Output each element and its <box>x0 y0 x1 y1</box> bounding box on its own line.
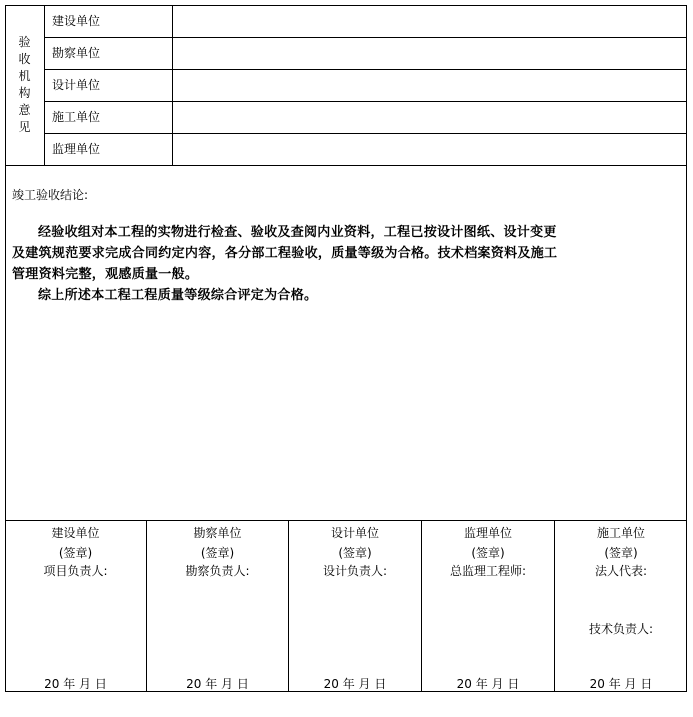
signature-unit: 监理单位 <box>463 526 512 540</box>
side-label-char: 构 <box>18 86 31 100</box>
signature-role: 勘察负责人: <box>185 564 250 578</box>
signature-role: 总监理工程师: <box>449 564 527 578</box>
signature-role: 法人代表: <box>594 564 648 578</box>
opinion-field-design[interactable] <box>178 69 678 101</box>
side-label-char: 收 <box>18 52 31 66</box>
signature-date: 20 年 月 日 <box>323 677 387 691</box>
signature-seal: (签章) <box>200 546 235 560</box>
signature-seal: (签章) <box>338 546 372 560</box>
opinion-unit-label: 监理单位 <box>52 142 101 156</box>
signature-date: 20 年 月 日 <box>456 677 520 691</box>
signature-unit: 建设单位 <box>51 526 100 540</box>
signature-role: 项目负责人: <box>43 564 108 578</box>
side-label-char: 验 <box>18 35 31 49</box>
conclusion-paragraph-line: 经验收组对本工程的实物进行检查、验收及查阅内业资料，工程已按设计图纸、设计变更 <box>38 225 557 240</box>
conclusion-paragraph-line: 及建筑规范要求完成合同约定内容，各分部工程验收，质量等级为合格。技术档案资料及施工 <box>12 246 558 261</box>
acceptance-opinion-side-label <box>5 5 44 165</box>
opinion-field-contractor[interactable] <box>178 101 678 133</box>
signature-unit: 施工单位 <box>596 526 645 540</box>
divider <box>44 5 45 165</box>
opinion-unit-label: 施工单位 <box>52 110 101 124</box>
opinion-unit-label: 建设单位 <box>52 14 101 28</box>
signature-date: 20 年 月 日 <box>589 677 653 691</box>
side-label-char: 机 <box>18 69 31 83</box>
signature-seal: (签章) <box>58 546 93 560</box>
opinion-unit-label: 勘察单位 <box>52 46 101 60</box>
conclusion-summary: 综上所述本工程工程质量等级综合评定为合格。 <box>38 288 318 303</box>
signature-role: 设计负责人: <box>322 564 388 578</box>
signature-block-supervision[interactable] <box>422 520 554 692</box>
opinion-unit-label: 设计单位 <box>52 78 101 92</box>
opinion-field-supervision[interactable] <box>178 133 678 165</box>
signature-role-secondary: 技术负责人: <box>588 622 654 636</box>
conclusion-title: 竣工验收结论: <box>12 188 89 202</box>
side-label-char: 见 <box>18 120 31 134</box>
signature-date: 20 年 月 日 <box>44 677 107 691</box>
opinion-field-construction[interactable] <box>178 5 678 37</box>
signature-seal: (签章) <box>471 546 505 560</box>
signature-unit: 勘察单位 <box>193 526 242 540</box>
signature-block-contractor[interactable] <box>555 520 687 692</box>
divider <box>5 165 687 166</box>
side-label-char: 意 <box>18 103 31 117</box>
opinion-field-survey[interactable] <box>178 37 678 69</box>
signature-seal: (签章) <box>604 546 638 560</box>
conclusion-paragraph-line: 管理资料完整，观感质量一般。 <box>12 267 199 282</box>
signature-block-construction[interactable] <box>5 520 146 692</box>
signature-block-survey[interactable] <box>147 520 288 692</box>
divider <box>172 5 173 165</box>
signature-block-design[interactable] <box>289 520 421 692</box>
signature-date: 20 年 月 日 <box>186 677 249 691</box>
signature-unit: 设计单位 <box>330 526 379 540</box>
